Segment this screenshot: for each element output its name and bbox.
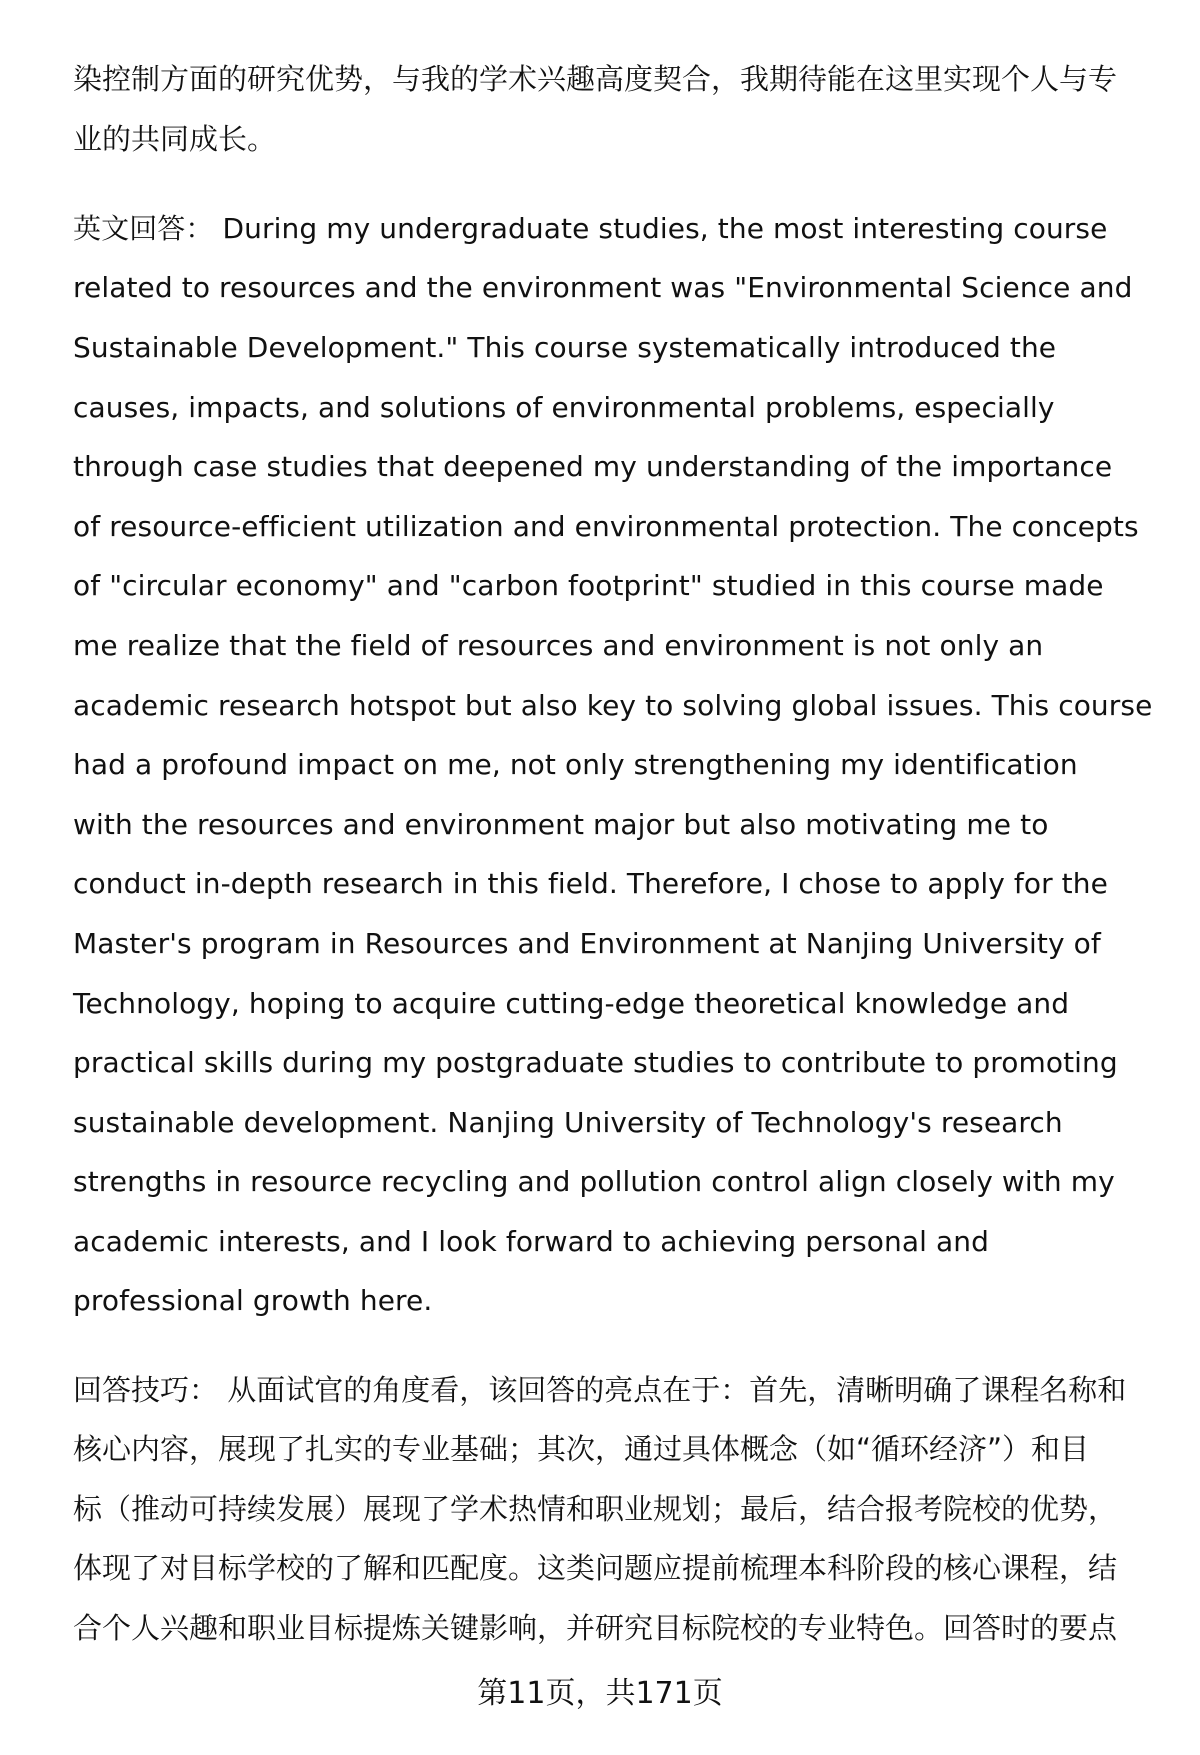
page-number: 第11页，共171页	[477, 1676, 723, 1711]
text-line: 标（推动可持续发展）展现了学术热情和职业规划；最后，结合报考院校的优势，	[73, 1491, 1118, 1526]
text-line: Master's program in Resources and Environment at Nanjing University of	[73, 926, 1101, 960]
text-line: related to resources and the environment was "Environmental Science and	[73, 271, 1133, 305]
text-line: practical skills during my postgraduate studies to contribute to promoting	[73, 1046, 1118, 1080]
text-line: professional growth here.	[73, 1284, 433, 1318]
text-line: 核心内容，展现了扎实的专业基础；其次，通过具体概念（如“循环经济”）和目	[73, 1432, 1090, 1467]
text-line: with the resources and environment major but also motivating me to	[73, 807, 1049, 841]
text-line: through case studies that deepened my understanding of the importance	[73, 450, 1113, 484]
text-line: 染控制方面的研究优势，与我的学术兴趣高度契合，我期待能在这里实现个人与专	[73, 62, 1118, 96]
document-page	[73, 50, 1163, 1688]
text-line: strengths in resource recycling and pollution control align closely with my	[73, 1165, 1115, 1199]
text-line: 体现了对目标学校的了解和匹配度。这类问题应提前梳理本科阶段的核心课程，结	[73, 1551, 1118, 1586]
text-line: conduct in-depth research in this field. Therefore, I chose to apply for the	[73, 867, 1108, 901]
text-line: me realize that the field of resources and environment is not only an	[73, 628, 1044, 662]
text-line: 回答技巧： 从面试官的角度看，该回答的亮点在于：首先，清晰明确了课程名称和	[73, 1372, 1127, 1407]
chinese-answer-continuation	[73, 50, 1163, 169]
text-line: academic interests, and I look forward to achieving personal and	[73, 1224, 989, 1258]
text-line: had a profound impact on me, not only strengthening my identification	[73, 748, 1078, 782]
text-line: Technology, hoping to acquire cutting-edge theoretical knowledge and	[73, 986, 1070, 1020]
text-line: sustainable development. Nanjing University of Technology's research	[73, 1105, 1063, 1139]
text-line: Sustainable Development." This course systematically introduced the	[73, 330, 1057, 364]
answer-tips-paragraph	[73, 1361, 1163, 1659]
text-line: 业的共同成长。	[73, 121, 277, 156]
text-line: of "circular economy" and "carbon footprint" studied in this course made	[73, 569, 1104, 603]
text-line: 合个人兴趣和职业目标提炼关键影响，并研究目标院校的专业特色。回答时的要点	[73, 1611, 1118, 1646]
text-line: academic research hotspot but also key to solving global issues. This course	[73, 688, 1153, 722]
text-line: 英文回答： During my undergraduate studies, the most interesting course	[73, 211, 1108, 245]
english-answer-paragraph	[73, 199, 1163, 1331]
text-line: causes, impacts, and solutions of environmental problems, especially	[73, 390, 1055, 424]
text-line: of resource-efficient utilization and environmental protection. The concepts	[73, 509, 1139, 543]
